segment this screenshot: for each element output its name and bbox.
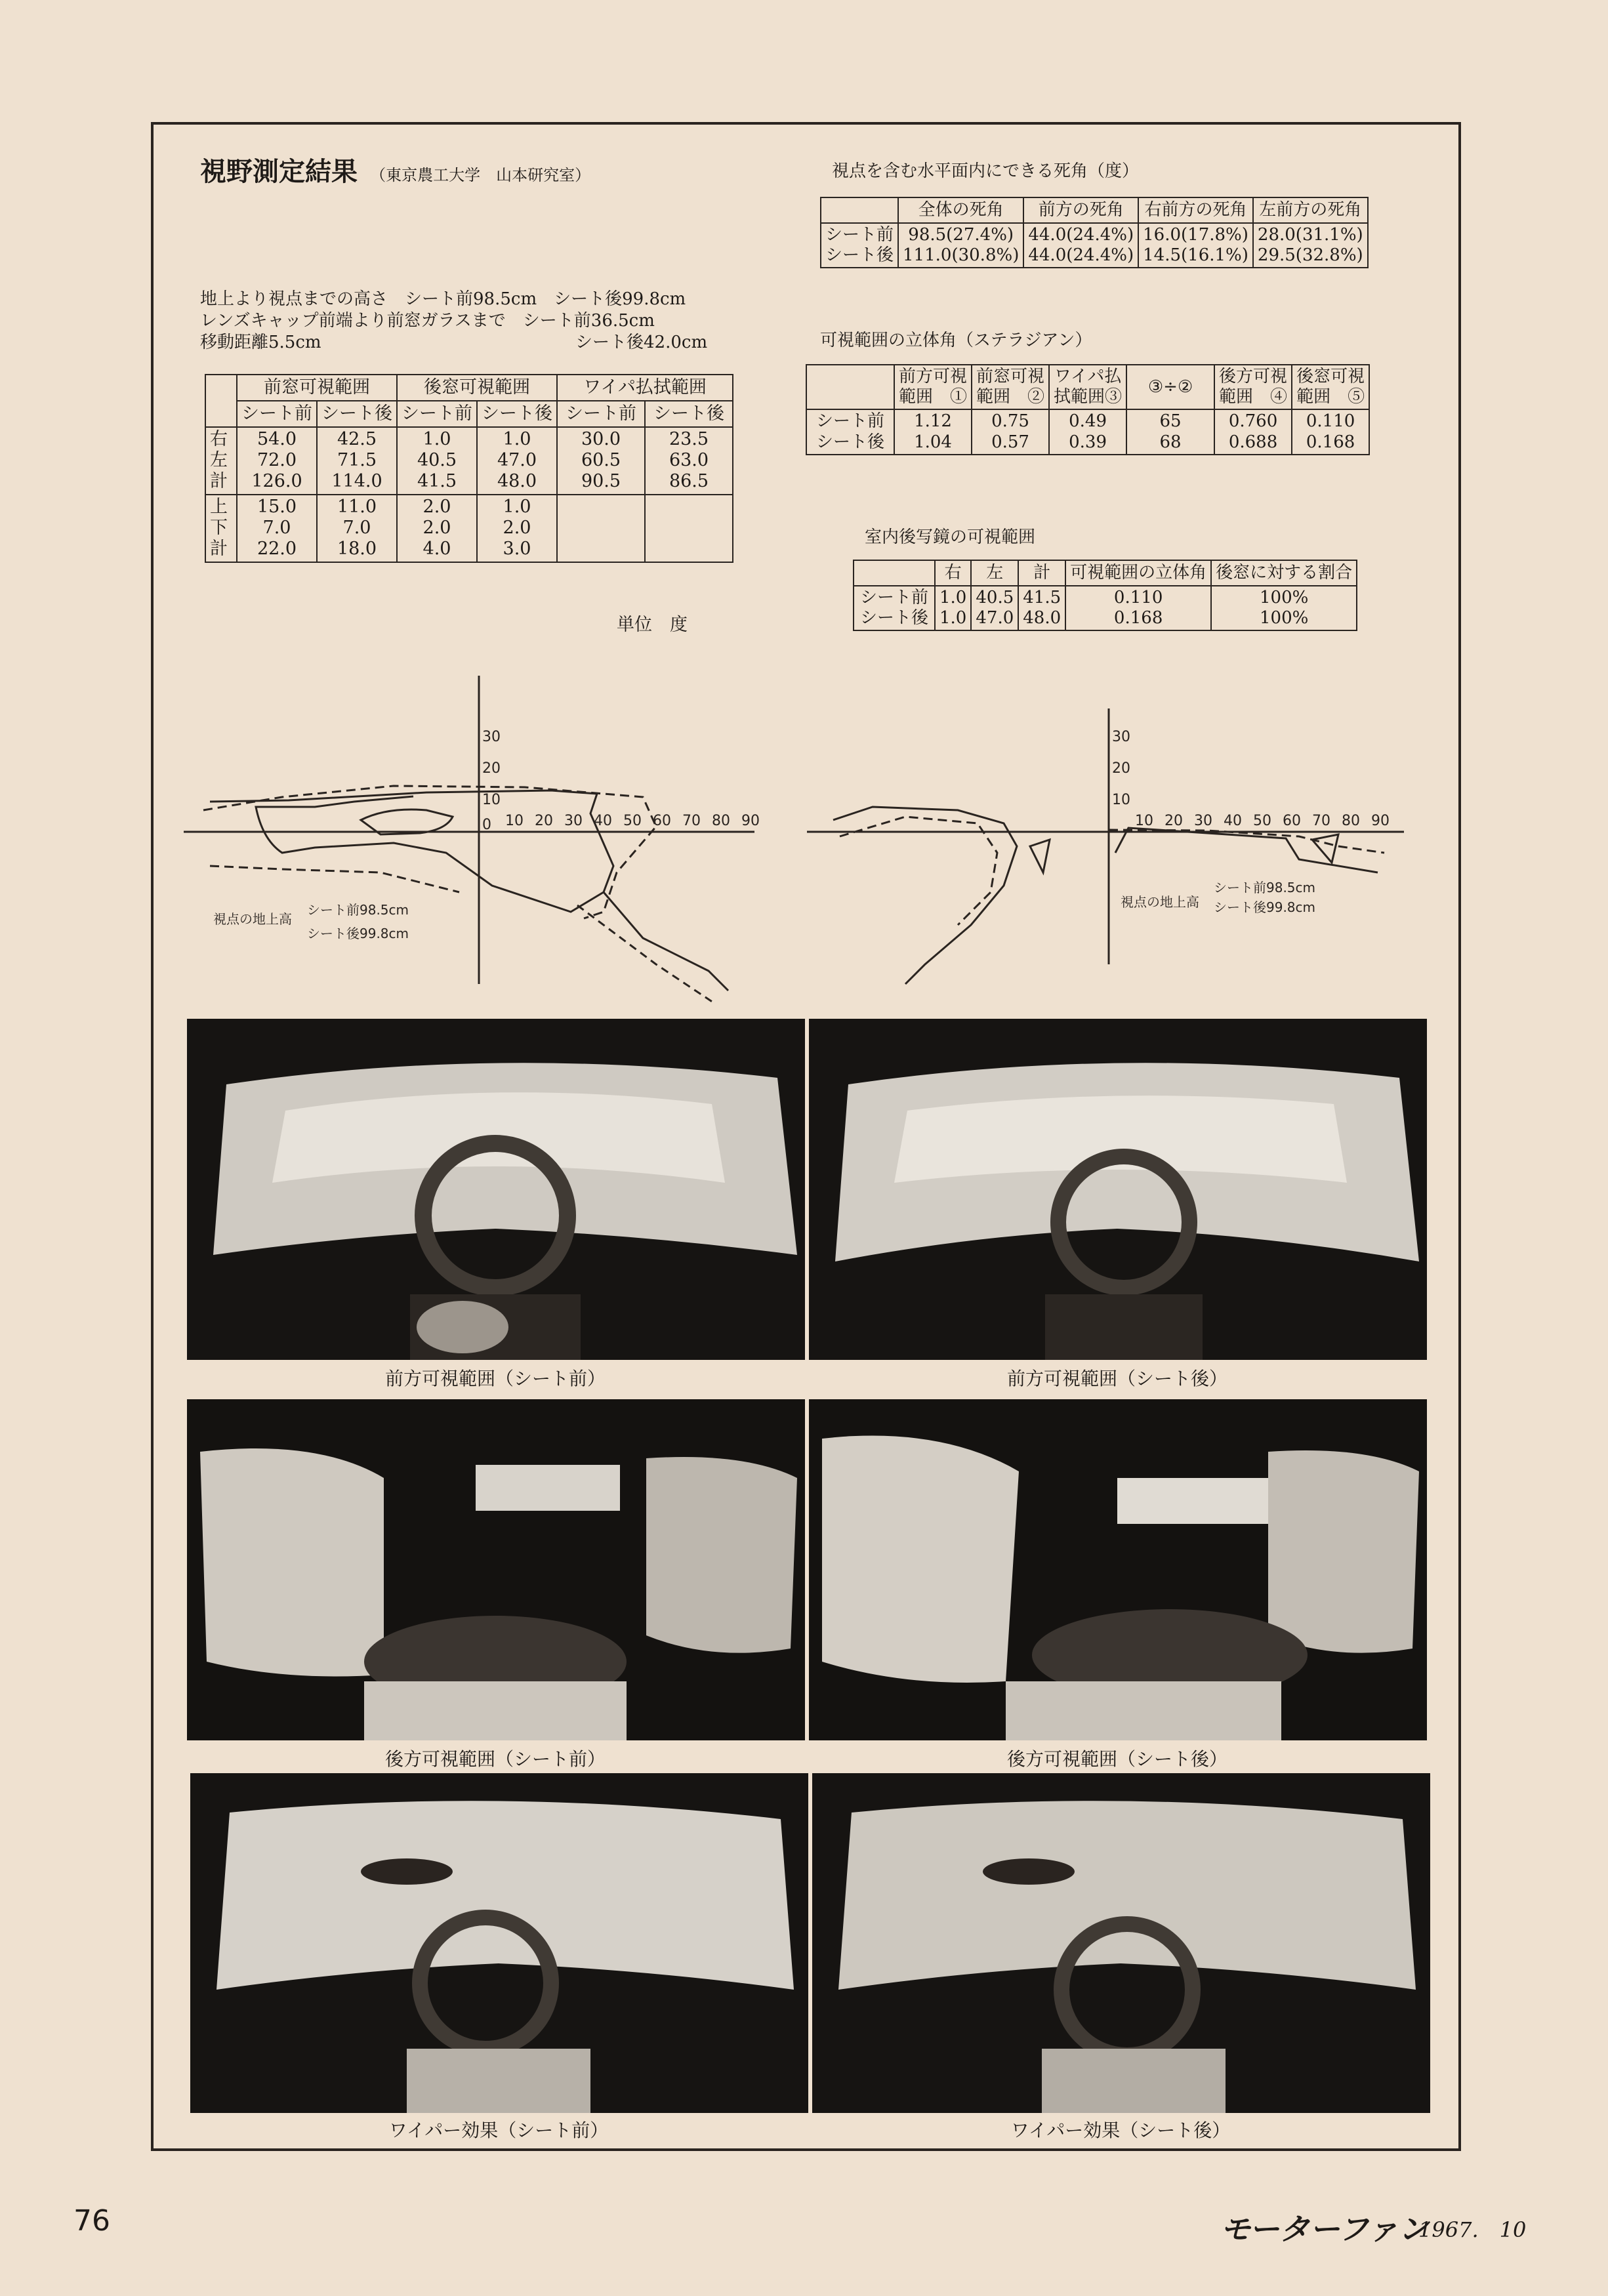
row-label: シート前 [825,224,894,245]
table3-header: 後窓可視 [1296,367,1365,386]
cell: 41.5 [1023,587,1062,607]
legend-rear: シート後99.8cm [307,926,409,941]
caption: 前方可視範囲（シート後） [1006,1368,1227,1389]
cell: 47.0 [976,607,1014,628]
table4-header: 右 [935,560,971,586]
cell: 29.5(32.8%) [1257,245,1363,265]
x-tick: 10 [1135,813,1153,829]
cell: 1.0 [423,428,451,449]
row-label: 上 [210,496,228,517]
left-quarter-outline [1030,840,1050,872]
cell: 14.5(16.1%) [1143,245,1248,265]
cell: 3.0 [503,539,531,560]
table2-header: 前方の死角 [1023,197,1138,223]
table1-sub: シート後 [477,401,557,427]
cell: 0.110 [1306,411,1355,432]
cell: 98.5(27.4%) [908,224,1014,245]
cell: 0.168 [1113,607,1163,628]
table3-header: ワイパ払 [1054,367,1122,386]
legend-front: シート前98.5cm [1214,880,1316,895]
legend-front: シート前98.5cm [307,902,409,918]
cell: 47.0 [497,449,537,470]
mirror-outline [361,810,453,834]
legend-label: 視点の地上高 [213,911,292,927]
cell: 68 [1159,432,1182,452]
mirror-table [853,560,1357,631]
photo-wiper-seat-rear [812,1773,1430,2113]
row-label: 右 [210,428,228,449]
front-window-outline-rear [203,786,656,918]
cell: 1.0 [503,428,531,449]
cell: 40.5 [976,587,1014,607]
unit-note: 単位 度 [617,615,688,635]
y-tick: 0 [482,817,491,833]
table2-header: 右前方の死角 [1138,197,1253,223]
x-tick: 80 [712,813,730,829]
photo-rear-seat-front [187,1399,805,1740]
row-label: 計 [210,539,228,560]
visibility-diagram [184,676,1443,1017]
mirror-title: 室内後写鏡の可視範囲 [865,527,1036,547]
cell: 7.0 [262,518,291,539]
table3-header: 前窓可視 [976,367,1045,386]
cell: 30.0 [581,428,621,449]
photo-front-seat-rear [809,1019,1427,1360]
y-tick: 10 [1112,792,1130,808]
table3-header: 範囲 ④ [1219,387,1288,407]
table3-header: 拭範囲③ [1054,387,1123,407]
table3-header: 範囲 ⑤ [1296,387,1365,407]
photo-front-seat-front [187,1019,805,1360]
x-tick: 40 [1224,813,1242,829]
table1-sub: シート前 [397,401,477,427]
table3-header: 前方可視 [899,367,968,386]
row-label: 計 [210,471,228,492]
page-number: 76 [73,2204,110,2238]
table1-sub: シート前 [557,401,645,427]
table3-header: 範囲 ② [976,387,1045,407]
page-title-block [200,151,590,188]
cell: 40.5 [417,449,457,470]
cell: 100% [1259,587,1309,607]
right-quarter-outline [1312,834,1338,863]
x-tick: 20 [535,813,553,829]
cell: 0.110 [1113,587,1163,607]
table1-sub: シート後 [645,401,733,427]
x-tick: 30 [564,813,583,829]
row-label: シート前 [815,411,884,432]
cell: 18.0 [337,539,377,560]
cell: 0.688 [1228,432,1278,452]
cell: 1.0 [503,496,531,517]
x-tick: 70 [1312,813,1330,829]
cell: 1.0 [939,607,967,628]
visibility-table [205,374,733,635]
row-label: シート後 [825,245,894,265]
table4-header: 後窓に対する割合 [1211,560,1357,586]
cell: 28.0(31.1%) [1257,224,1363,245]
cell: 0.168 [1306,432,1355,452]
row-label: 左 [210,449,228,470]
cell: 90.5 [581,471,621,492]
lower-edge-rear [210,866,459,892]
x-tick: 80 [1342,813,1360,829]
y-tick: 30 [482,729,501,745]
x-tick: 30 [1194,813,1212,829]
table1-group: 前窓可視範囲 [237,375,397,401]
x-tick: 40 [594,813,612,829]
blind-angle-title: 視点を含む水平面内にできる死角（度） [832,161,1140,181]
table1-group: 後窓可視範囲 [397,375,557,401]
caption: ワイパー効果（シート後） [1010,2120,1231,2141]
source-note: （東京農工大学 山本研究室） [370,166,591,184]
cell: 15.0 [257,496,297,517]
x-tick: 60 [1283,813,1301,829]
cell: 114.0 [331,471,382,492]
caption: 後方可視範囲（シート後） [1006,1748,1227,1770]
y-tick: 20 [482,760,501,777]
caption: 後方可視範囲（シート前） [384,1748,606,1770]
x-tick: 50 [1253,813,1271,829]
cell: 0.760 [1228,411,1278,432]
blind-angle-table [820,197,1369,268]
cell: 4.0 [423,539,451,560]
cell: 1.0 [939,587,967,607]
legend-label: 視点の地上高 [1121,894,1199,910]
caption: 前方可視範囲（シート前） [384,1368,606,1389]
wiper-line-front [604,892,728,991]
x-tick: 90 [1371,813,1390,829]
cell: 48.0 [497,471,537,492]
cell: 72.0 [257,449,297,470]
cell: 63.0 [669,449,709,470]
cell: 2.0 [423,518,451,539]
cell: 54.0 [257,428,297,449]
table1-sub: シート後 [317,401,397,427]
cell: 44.0(24.4%) [1028,224,1134,245]
solid-angle-table [806,364,1370,455]
page-title: 視野測定結果 [200,157,358,187]
row-label: 下 [210,518,228,539]
note-line: レンズキャップ前端より前窓ガラスまで シート前36.5cm [200,311,655,331]
cell: 65 [1159,411,1182,432]
rear-window-outline-rear [840,817,997,925]
legend-rear: シート後99.8cm [1214,899,1316,915]
x-tick: 70 [682,813,701,829]
cell: 0.49 [1069,411,1107,432]
cell: 1.12 [914,411,952,432]
measurement-notes [200,289,777,354]
wiper-line-rear [577,905,715,1004]
table3-header: 後方可視 [1219,367,1288,386]
cell: 44.0(24.4%) [1028,245,1134,265]
cell: 0.39 [1069,432,1107,452]
cell: 2.0 [423,496,451,517]
y-tick: 30 [1112,729,1130,745]
row-label: シート前 [859,587,928,607]
cell: 7.0 [342,518,371,539]
table4-header: 可視範囲の立体角 [1065,560,1211,586]
note-line: 移動距離5.5cm [200,333,321,352]
table4-header: 計 [1018,560,1065,586]
caption: ワイパー効果（シート前） [388,2120,609,2141]
cell: 86.5 [669,471,709,492]
row-label: シート後 [859,607,928,628]
table1-group: ワイパ払拭範囲 [557,375,733,401]
cell: 100% [1259,607,1309,628]
cell: 22.0 [257,539,297,560]
cell: 23.5 [669,428,709,449]
cell: 42.5 [337,428,377,449]
y-tick: 10 [482,792,501,808]
x-tick: 50 [623,813,642,829]
table3-header: 範囲 ① [899,387,968,407]
rear-window-outline-front [833,807,1017,984]
solid-angle-title: 可視範囲の立体角（ステラジアン） [820,331,1092,350]
cell: 71.5 [337,449,377,470]
row-label: シート後 [815,432,884,452]
cell: 48.0 [1023,607,1062,628]
cell: 41.5 [417,471,457,492]
note-line: シート後42.0cm [575,333,708,352]
table2-header: 左前方の死角 [1253,197,1368,223]
magazine-name: モーターファン [1220,2211,1428,2247]
y-tick: 20 [1112,760,1130,777]
x-tick: 20 [1165,813,1183,829]
cell: 11.0 [337,496,377,517]
cell: 1.04 [914,432,952,452]
table4-header: 左 [971,560,1018,586]
table3-header: ③÷② [1126,365,1214,409]
note-line: 地上より視点までの高さ シート前98.5cm シート後99.8cm [200,289,686,309]
x-tick: 60 [653,813,671,829]
photo-rear-seat-rear [809,1399,1427,1740]
right-rear-outline-rear [1109,830,1384,853]
issue-date: 1967. 10 [1418,2217,1527,2242]
cell: 111.0(30.8%) [903,245,1020,265]
x-tick: 10 [505,813,524,829]
cell: 0.57 [991,432,1029,452]
cell: 0.75 [991,411,1029,432]
cell: 60.5 [581,449,621,470]
cell: 126.0 [251,471,302,492]
cell: 2.0 [503,518,531,539]
x-tick: 90 [741,813,760,829]
cell: 16.0(17.8%) [1143,224,1248,245]
photo-wiper-seat-front [190,1773,808,2113]
table2-header: 全体の死角 [898,197,1023,223]
table1-sub: シート前 [237,401,317,427]
